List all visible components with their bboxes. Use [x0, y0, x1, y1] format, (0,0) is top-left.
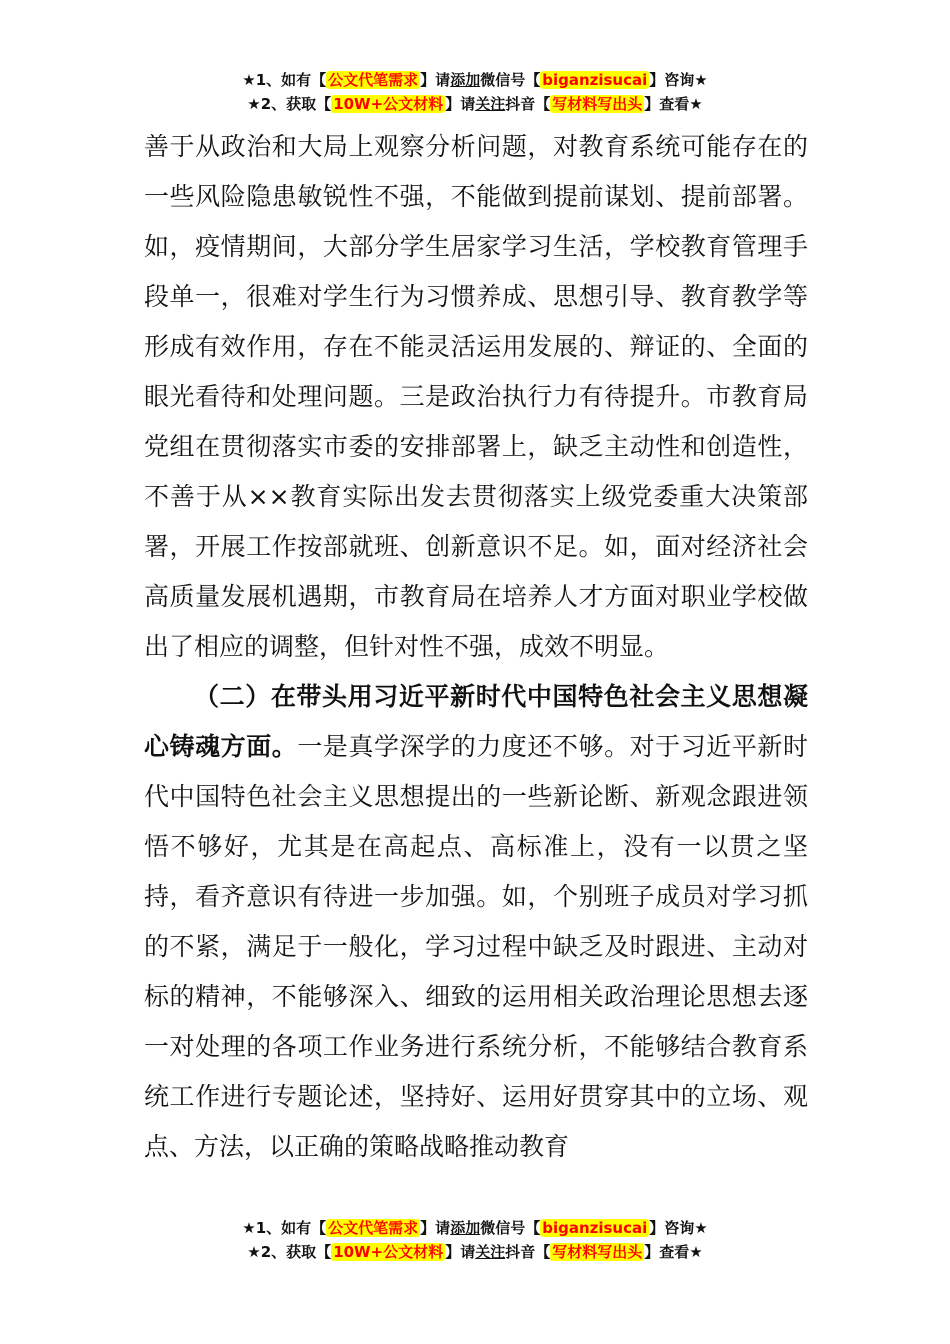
banner-text: 】请: [445, 95, 476, 113]
document-body: [144, 122, 808, 1172]
banner-highlight: 10W+公文材料: [333, 95, 444, 113]
banner-line-2: [0, 1240, 950, 1264]
banner-text: 抖音【: [505, 1243, 551, 1261]
banner-text: 微信号【: [480, 1219, 541, 1237]
banner-highlight: biganzisucai: [542, 1219, 648, 1237]
banner-underlined-text: 关注: [475, 1243, 506, 1261]
banner-text: 】请: [445, 1243, 476, 1261]
banner-text: 】查看★: [644, 1243, 703, 1261]
banner-highlight: 公文代笔需求: [328, 71, 419, 89]
banner-text: ★1、如有【: [242, 1219, 327, 1237]
banner-highlight: 10W+公文材料: [333, 1243, 444, 1261]
header-banner: [0, 68, 950, 116]
banner-text: 微信号【: [480, 71, 541, 89]
paragraph: [144, 672, 808, 1172]
banner-text: 抖音【: [505, 95, 551, 113]
banner-text: 】咨询★: [649, 1219, 708, 1237]
footer-banner: [0, 1216, 950, 1264]
banner-highlight: 公文代笔需求: [328, 1219, 419, 1237]
banner-line-2: [0, 92, 950, 116]
banner-text: ★2、获取【: [247, 1243, 332, 1261]
banner-line-1: [0, 1216, 950, 1240]
banner-text: 】请: [420, 1219, 451, 1237]
banner-text: ★2、获取【: [247, 95, 332, 113]
banner-highlight: biganzisucai: [542, 71, 648, 89]
banner-underlined-text: 添加: [450, 1219, 481, 1237]
paragraph: 善于从政治和大局上观察分析问题，对教育系统可能存在的一些风险隐患敏锐性不强，不能做到提前谋划、提前部署。如，疫情期间，大部分学生居家学习生活，学校教育管理手段单一，很难对学生行为习惯养成、思想引导、教育教学等形成有效作用，存在不能灵活运用发展的、辩证的、全面的眼光看待和处理问题。三是政治执行力有待提升。市教育局党组在贯彻落实市委的安排部署上，缺乏主动性和创造性，不善于从××教育实际出发去贯彻落实上级党委重大决策部署，开展工作按部就班、创新意识不足。如，面对经济社会高质量发展机遇期，市教育局在培养人才方面对职业学校做出了相应的调整，但针对性不强，成效不明显。: [144, 132, 808, 661]
banner-highlight: 写材料写出头: [552, 95, 643, 113]
banner-highlight: 写材料写出头: [552, 1243, 643, 1261]
banner-text: 】咨询★: [649, 71, 708, 89]
banner-underlined-text: 添加: [450, 71, 481, 89]
banner-line-1: [0, 68, 950, 92]
section-heading: （二）在带头用习近平新时代中国特色社会主义思想凝心铸魂方面。: [144, 682, 808, 761]
paragraph-text: 一是真学深学的力度还不够。对于习近平新时代中国特色社会主义思想提出的一些新论断、新观念跟进领悟不够好，尤其是在高起点、高标准上，没有一以贯之坚持，看齐意识有待进一步加强。如，个别班子成员对学习抓的不紧，满足于一般化，学习过程中缺乏及时跟进、主动对标的精神，不能够深入、细致的运用相关政治理论思想去逐一对处理的各项工作业务进行系统分析，不能够结合教育系统工作进行专题论述，坚持好、运用好贯穿其中的立场、观点、方法，以正确的策略战略推动教育: [144, 732, 808, 1161]
banner-underlined-text: 关注: [475, 95, 506, 113]
banner-text: 】请: [420, 71, 451, 89]
banner-text: 】查看★: [644, 95, 703, 113]
banner-text: ★1、如有【: [242, 71, 327, 89]
